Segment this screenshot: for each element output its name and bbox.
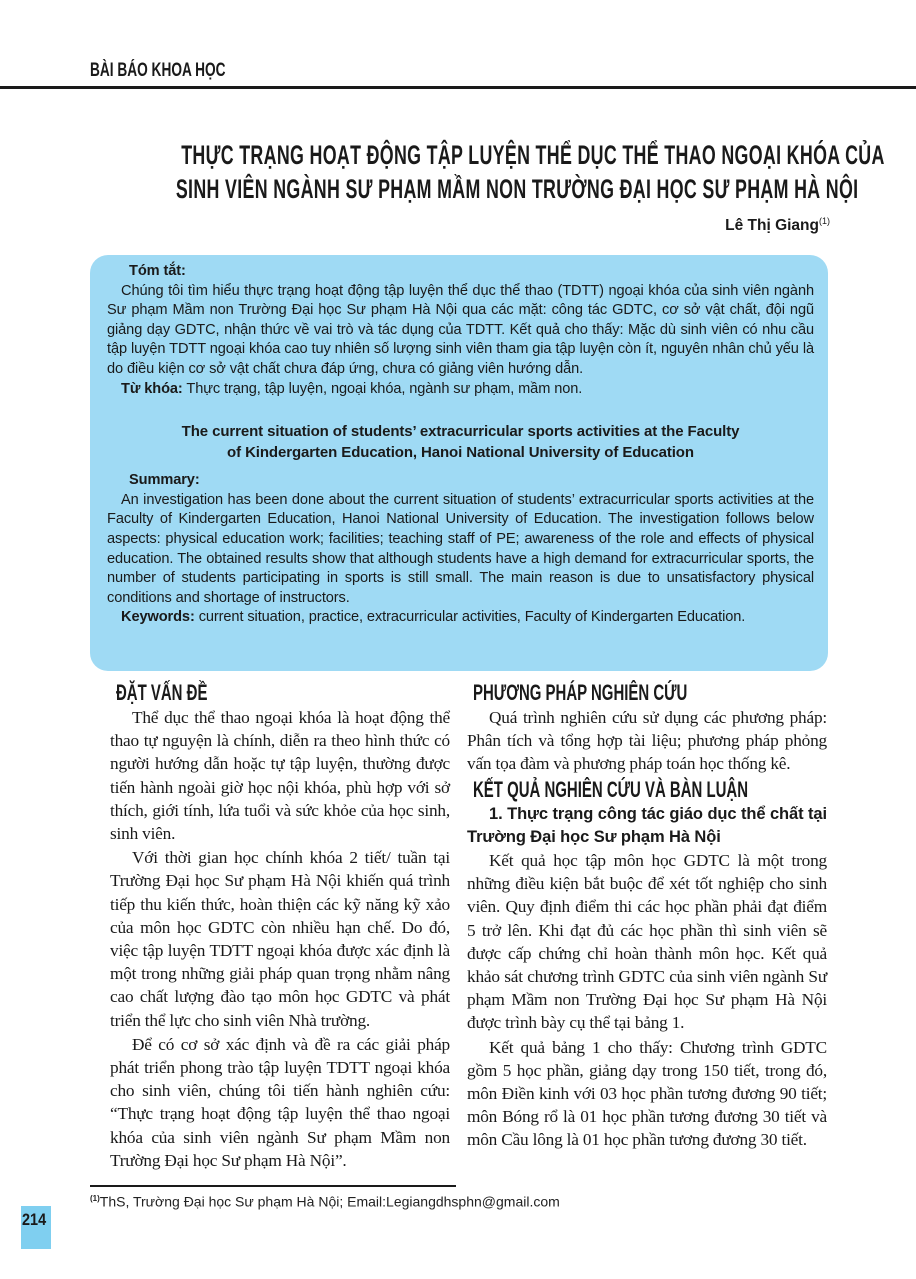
left-column [110,680,450,1173]
footnote-text: ThS, Trường Đại học Sư phạm Hà Nội; Email:Legiangdhsphn@gmail.com [99,1193,560,1210]
summary-label: Summary: [129,472,200,489]
author-name: Lê Thị Giang [725,217,819,235]
page-body [0,255,916,1249]
page-number-tab [21,1206,51,1249]
body-columns [110,680,827,1173]
abstract-vi-text: Chúng tôi tìm hiểu thực trạng hoạt động tập luyện thể dục thể thao (TDTT) ngoại khóa của sinh viên ngành Sư phạm Mầm non Trường Đại học Sư phạm Hà Nội qua các mặt: công tác GDTC, cơ sở vật chất, đội ngũ giảng dạy GDTC, nhận thức về vai trò và tác dụng của TDTT. Kết quả cho thấy: Mặc dù sinh viên có nhu cầu tập luyện TDTT ngoại khóa cao tuy nhiên số lượng sinh viên tham gia tập luyện còn ít, nguyên nhân chủ yếu là do điều kiện cơ sở vật chất chưa đáp ứng, chưa có giảng viên hướng dẫn. [107,282,814,377]
heading-methods: PHƯƠNG PHÁP NGHIÊN CỨU [473,680,688,705]
author [725,216,830,235]
paragraph: Kết quả bảng 1 cho thấy: Chương trình GDTC gồm 5 học phần, giảng dạy trong 150 tiết, trong đó, môn Điền kinh với 03 học phần tương đương 90 tiết; môn Bóng rổ là 01 học phần tương đương 30 tiết và môn Cầu lông là 01 học phần tương đương 30 tiết. [467,1037,827,1150]
abstract-vi-label: Tóm tắt: [129,263,186,279]
right-column [467,680,827,1173]
heading-results: KẾT QUẢ NGHIÊN CỨU VÀ BÀN LUẬN [473,776,749,802]
title-text: SINH VIÊN NGÀNH SƯ PHẠM MẦM NON TRƯỜNG ĐẠI HỌC SƯ PHẠM HÀ NỘI [175,174,859,204]
keywords-en-text: current situation, practice, extracurricular activities, Faculty of Kindergarten Education. [198,609,746,626]
footnote-mark: (1) [90,1193,100,1203]
english-title-line: The current situation of students’ extracurricular sports activities at the Faculty [181,423,740,441]
section-label: BÀI BÁO KHOA HỌC [90,60,226,81]
keywords-vi-text: Thực trạng, tập luyện, ngoại khóa, ngành sư phạm, mầm non. [186,380,583,397]
footnote-rule [90,1185,456,1187]
page-number: 214 [22,1210,47,1230]
keywords-en-label: Keywords: [121,609,195,626]
author-footnote-mark: (1) [819,216,830,226]
paragraph: Thể dục thể thao ngoại khóa là hoạt động thể thao tự nguyện là chính, diễn ra theo hình thức có người hướng dẫn hoặc tự tập luyện, thường được tiến hành ngoài giờ học nội khóa, phù hợp với sở thích, giới tính, lứa tuổi và sức khỏe của học sinh, sinh viên. [110,708,450,844]
footer [22,1185,916,1249]
keywords-en [107,608,814,628]
abstract-box [90,255,828,671]
heading-introduction: ĐẶT VẤN ĐỀ [116,680,208,705]
article-title-line-2 [0,174,916,205]
summary-text: An investigation has been done about the current situation of students’ extracurricular sports activities at the Faculty of Kindergarten Education, Hanoi National University of Education. The investigation follows below aspects: physical education work; facilities; teaching staff of PE; awareness of the role and effects of physical education. The obtained results show that although students have a high demand for extracurricular sports, the number of students participating in sports is still small. The main reason is due to unsatisfactory physical conditions and shortage of instructors. [107,491,814,606]
title-text: THỰC TRẠNG HOẠT ĐỘNG TẬP LUYỆN THỂ DỤC THỂ THAO NGOẠI KHÓA CỦA [181,140,885,170]
header-rule [0,86,916,89]
keywords-vi-label: Từ khóa: [121,380,183,397]
footnote [90,1190,916,1211]
english-title-line: of Kindergarten Education, Hanoi National University of Education [227,444,694,462]
paragraph: Quá trình nghiên cứu sử dụng các phương pháp: Phân tích và tổng hợp tài liệu; phương pháp phỏng vấn tọa đàm và phương pháp toán học thống kê. [467,708,827,774]
article-title-line-1 [0,140,916,171]
paragraph: Với thời gian học chính khóa 2 tiết/ tuần tại Trường Đại học Sư phạm Hà Nội khiến quá trình tiếp thu kiến thức, hoàn thiện các kỹ năng kỹ xảo của môn học GDTC còn nhiều hạn chế. Do đó, việc tập luyện TDTT ngoại khóa được xác định là một trong những giải pháp quan trọng nhằm nâng cao chất lượng đào tạo môn học GDTC và phát triển thể lực cho sinh viên Nhà trường. [110,848,450,1030]
paragraph: Kết quả học tập môn học GDTC là một trong những điều kiện bắt buộc để xét tốt nghiệp cho sinh viên. Quy định điểm thi các học phần phải đạt điểm 5 trở lên. Khi đạt đủ các học phần thì sinh viên sẽ được cấp chứng chỉ hoàn thành môn học. Kết quả khảo sát chương trình GDTC của sinh viên ngành Sư phạm Mầm non Trường Đại học Sư phạm Hà Nội được trình bày cụ thể tại bảng 1. [467,851,827,1033]
subheading: 1. Thực trạng công tác giáo dục thể chất tại Trường Đại học Sư phạm Hà Nội [467,804,827,846]
english-title [107,421,814,463]
keywords-vi [107,380,814,400]
paragraph: Để có cơ sở xác định và đề ra các giải pháp phát triển phong trào tập luyện TDTT ngoại khóa cho sinh viên, chúng tôi tiến hành nghiên cứu: “Thực trạng hoạt động tập luyện thể thao ngoại khóa của sinh viên ngành Sư phạm Mầm non Trường Đại học Sư phạm Hà Nội”. [110,1034,450,1170]
